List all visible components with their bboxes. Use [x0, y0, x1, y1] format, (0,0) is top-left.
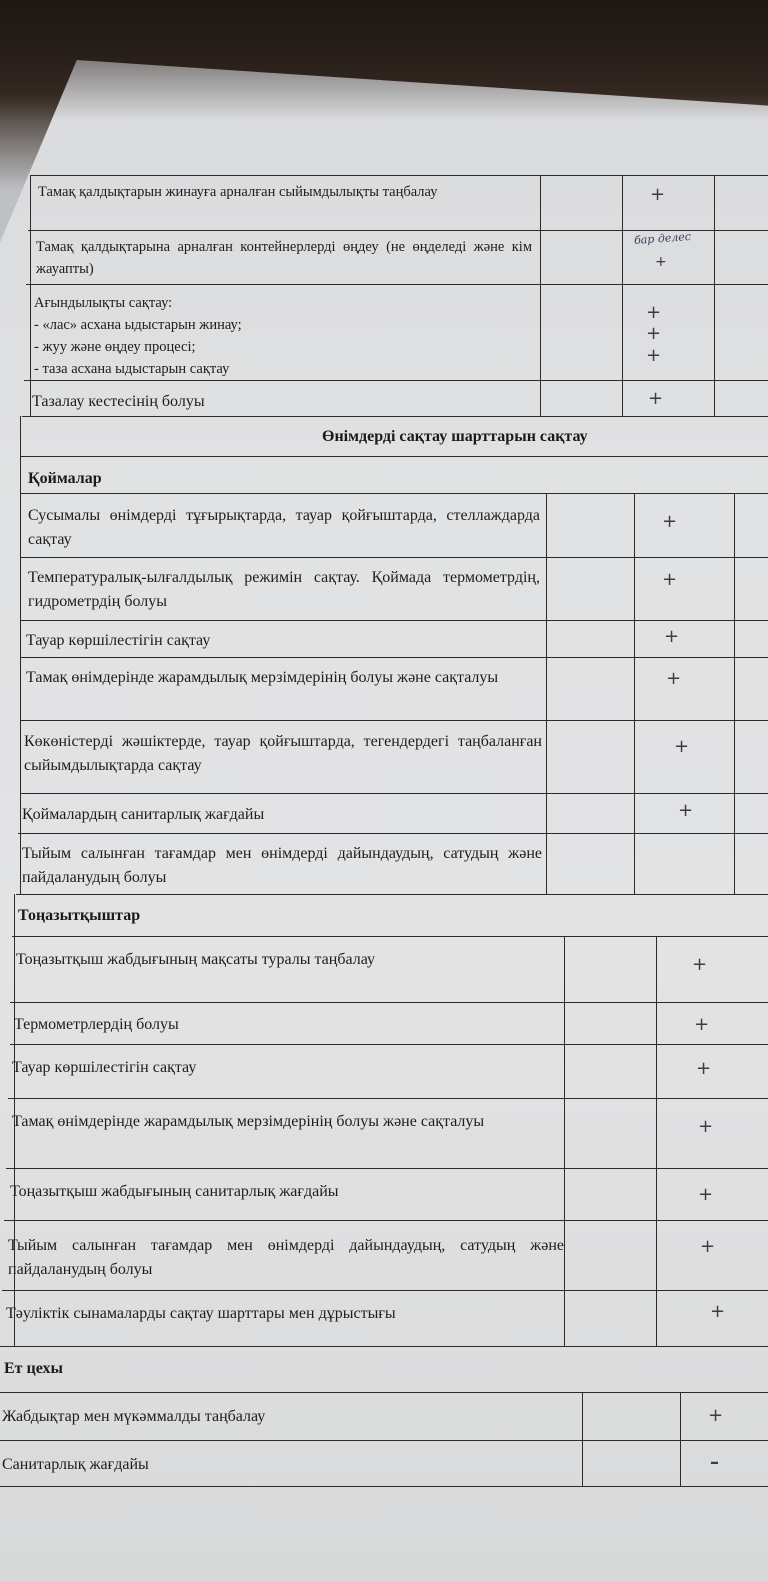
check-mark: +: [674, 736, 690, 757]
row-line: - «лас» асхана ыдыстарын жинау;: [34, 317, 242, 333]
row-line: - жуу және өңдеу процесі;: [34, 339, 196, 355]
check-mark: +: [666, 668, 682, 689]
row-text: Тауар көршілестігін сақтау: [12, 1059, 197, 1076]
row-text: Температуралық-ылғалдылық режимін сақтау. Қоймада термометрдің, гидрометрдің болуы: [28, 569, 540, 610]
check-mark: +: [696, 1058, 712, 1079]
check-mark: +: [650, 184, 666, 205]
check-mark: +: [710, 1301, 726, 1322]
check-mark: +: [648, 388, 664, 409]
row-text: Тамақ өнімдерінде жарамдылық мерзімдерінің болуы және сақталуы: [26, 669, 499, 686]
check-mark: +: [646, 345, 662, 366]
row-text: Тәуліктік сынамаларды сақтау шарттары мен дұрыстығы: [6, 1305, 396, 1322]
subsection-meat-shop: Ет цехы: [4, 1360, 64, 1377]
row-text: Тазалау кестесінің болуы: [32, 393, 205, 410]
subsection-fridges: Тоңазытқыштар: [18, 907, 141, 924]
check-mark: +: [698, 1184, 714, 1205]
check-mark: +: [664, 626, 680, 647]
row-text: Тыйым салынған тағамдар мен өнімдерді дайындаудың, сатудың және пайдаланудың болуы: [22, 845, 542, 886]
handwritten-note: бар делес: [633, 230, 692, 247]
row-text: Тауар көршілестігін сақтау: [26, 632, 211, 649]
subsection-warehouses: Қоймалар: [28, 470, 102, 487]
row-text: Көкөністерді жәшіктерде, тауар қойғыштарда, тегендердегі таңбаланған сыйымдылықтарда сақтау: [24, 733, 542, 774]
row-text: Тыйым салынған тағамдар мен өнімдерді дайындаудың, сатудың және пайдаланудың болуы: [8, 1237, 564, 1278]
row-text-multiline: [34, 292, 530, 380]
check-mark: +: [694, 1014, 710, 1035]
minus-mark: –: [710, 1452, 719, 1473]
check-mark: +: [700, 1236, 716, 1257]
check-mark: +: [646, 323, 662, 344]
check-mark: +: [662, 569, 678, 590]
row-text: Тоңазытқыш жабдығының мақсаты туралы таңбалау: [16, 951, 375, 968]
row-text: Жабдықтар мен мүкәммалды таңбалау: [2, 1408, 266, 1425]
row-text: Қоймалардың санитарлық жағдайы: [22, 806, 265, 823]
row-text: Термометрлердің болуы: [14, 1016, 179, 1033]
row-line: Ағындылықты сақтау:: [34, 295, 173, 311]
row-text: Сусымалы өнімдерді тұғырықтарда, тауар қойғыштарда, стеллаждарда сақтау: [28, 507, 540, 548]
row-text: Тоңазытқыш жабдығының санитарлық жағдайы: [10, 1183, 339, 1200]
row-text: Тамақ өнімдерінде жарамдылық мерзімдерінің болуы және сақталуы: [12, 1113, 485, 1130]
check-mark: +: [708, 1405, 724, 1426]
row-text: Тамақ қалдықтарын жинауға арналған сыйымдылықты таңбалау: [38, 184, 438, 200]
row-text: Санитарлық жағдайы: [2, 1456, 149, 1473]
row-line: - таза асхана ыдыстарын сақтау: [34, 361, 230, 377]
row-text: Тамақ қалдықтарына арналған контейнерлерді өңдеу (не өңделеді және кім жауапты): [36, 239, 532, 277]
section-title: Өнімдерді сақтау шарттарын сақтау: [322, 428, 588, 445]
check-mark: +: [646, 302, 662, 323]
check-mark: +: [692, 954, 708, 975]
check-mark: +: [698, 1116, 714, 1137]
check-mark: +: [655, 254, 667, 270]
check-mark: +: [678, 800, 694, 821]
check-mark: +: [662, 511, 678, 532]
